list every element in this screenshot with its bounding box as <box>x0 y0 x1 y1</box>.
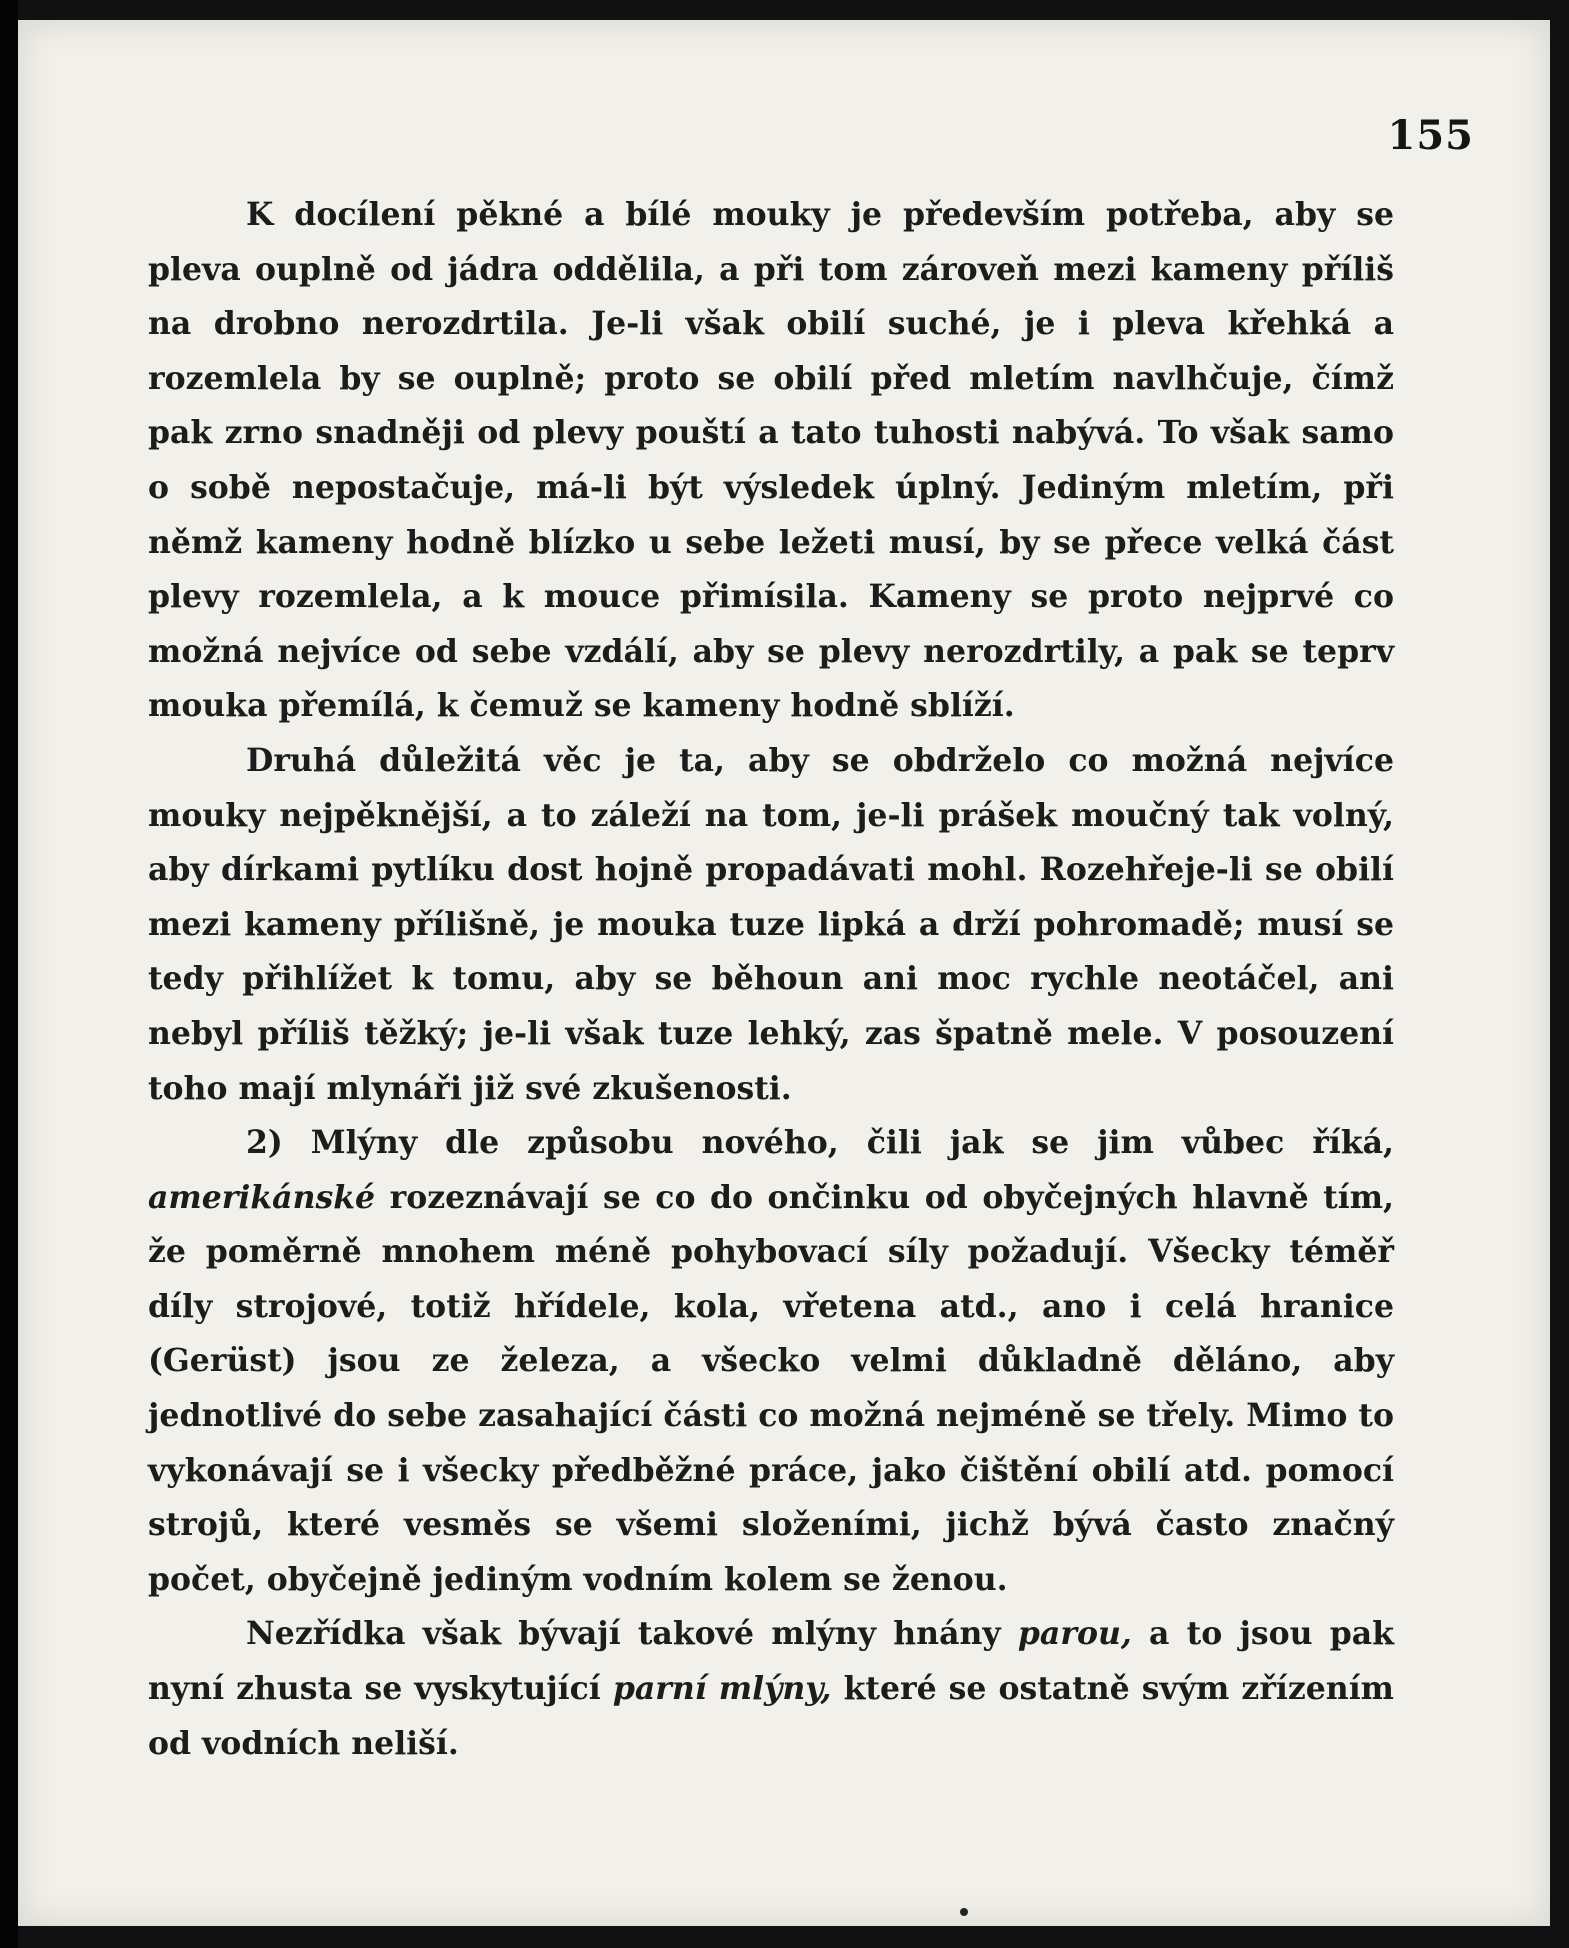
paragraph-3 <box>148 1116 1394 1607</box>
body-text <box>148 188 1394 1771</box>
paragraph-4-italic-2: parní mlýny, <box>612 1670 832 1708</box>
paragraph-4-italic: parou, <box>1017 1615 1132 1653</box>
paragraph-4-middle: a to jsou pak nyní zhusta se vyskytující <box>148 1615 1394 1708</box>
paragraph-4 <box>148 1607 1394 1771</box>
paragraph-3-prefix: 2) Mlýny dle způsobu nového, čili jak se jim vůbec říká, <box>246 1124 1394 1162</box>
paragraph-3-suffix: rozeznávají se co do ončinku od obyčejných hlavně tím, že poměrně mnohem méně pohybovací síly požadují. Všecky téměř díly strojové, totiž hřídele, kola, vřetena atd., ano i celá hranice (Gerüst) jsou ze železa, a všecko velmi důkladně děláno, aby jednotlivé do sebe zasahající části co možná nejméně se třely. Mimo to vykonávají se i všecky předběžné práce, jako čištění obilí atd. pomocí strojů, které vesměs se všemi složeními, jichž bývá často značný počet, obyčejně jediným vodním kolem se ženou. <box>148 1178 1394 1598</box>
scan-speck <box>960 1908 968 1916</box>
paragraph-3-italic: amerikánské <box>148 1178 376 1216</box>
paragraph-1: K docílení pěkné a bílé mouky je především potřeba, aby se pleva ouplně od jádra oddělila, a při tom zároveň mezi kameny příliš na drobno nerozdrtila. Je-li však obilí suché, je i pleva křehká a rozemlela by se ouplně; proto se obilí před mletím navlhčuje, čímž pak zrno snadněji od plevy pouští a tato tuhosti nabývá. To však samo o sobě nepostačuje, má-li být výsledek úplný. Jediným mletím, při němž kameny hodně blízko u sebe ležeti musí, by se přece velká část plevy rozemlela, a k mouce přimísila. Kameny se proto nejprvé co možná nejvíce od sebe vzdálí, aby se plevy nerozdrtily, a pak se teprv mouka přemílá, k čemuž se kameny hodně sblíží. <box>148 196 1394 725</box>
paragraph-4-prefix: Nezřídka však bývají takové mlýny hnány <box>246 1615 1001 1653</box>
paragraph-2: Druhá důležitá věc je ta, aby se obdrželo co možná nejvíce mouky nejpěknější, a to záleží na tom, je-li prášek moučný tak volný, aby dírkami pytlíku dost hojně propadávati mohl. Rozehřeje-li se obilí mezi kameny přílišně, je mouka tuze lipká a drží pohromadě; musí se tedy přihlížet k tomu, aby se běhoun ani moc rychle neotáčel, ani nebyl příliš těžký; je-li však tuze lehký, zas špatně mele. V posouzení toho mají mlynáři již své zkušenosti. <box>148 741 1394 1107</box>
scan-left-edge <box>0 0 18 1948</box>
paragraph-4-suffix: které se ostatně svým zřízením od vodních neliší. <box>148 1670 1395 1762</box>
page-number: 155 <box>1387 112 1474 159</box>
